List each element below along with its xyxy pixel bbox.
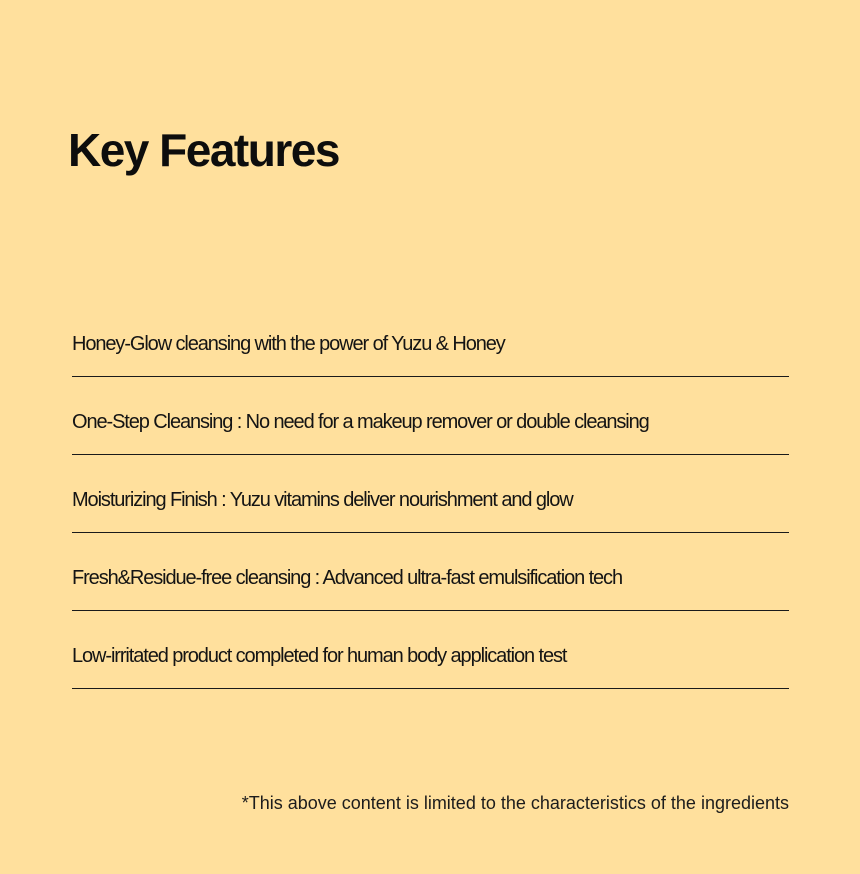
feature-item bbox=[72, 300, 789, 377]
page-title: Key Features bbox=[68, 124, 339, 176]
feature-list bbox=[72, 300, 789, 689]
feature-item bbox=[72, 611, 789, 689]
feature-text: One-Step Cleansing : No need for a makeup remover or double cleansing bbox=[72, 411, 649, 433]
feature-text: Fresh&Residue-free cleansing : Advanced ultra-fast emulsification tech bbox=[72, 567, 622, 589]
feature-item bbox=[72, 377, 789, 455]
feature-text: Honey-Glow cleansing with the power of Yuzu & Honey bbox=[72, 333, 505, 355]
disclaimer-footnote: *This above content is limited to the characteristics of the ingredients bbox=[241, 793, 789, 813]
feature-text: Moisturizing Finish : Yuzu vitamins deliver nourishment and glow bbox=[72, 489, 573, 511]
feature-text: Low-irritated product completed for human body application test bbox=[72, 645, 567, 667]
feature-item bbox=[72, 533, 789, 611]
feature-item bbox=[72, 455, 789, 533]
